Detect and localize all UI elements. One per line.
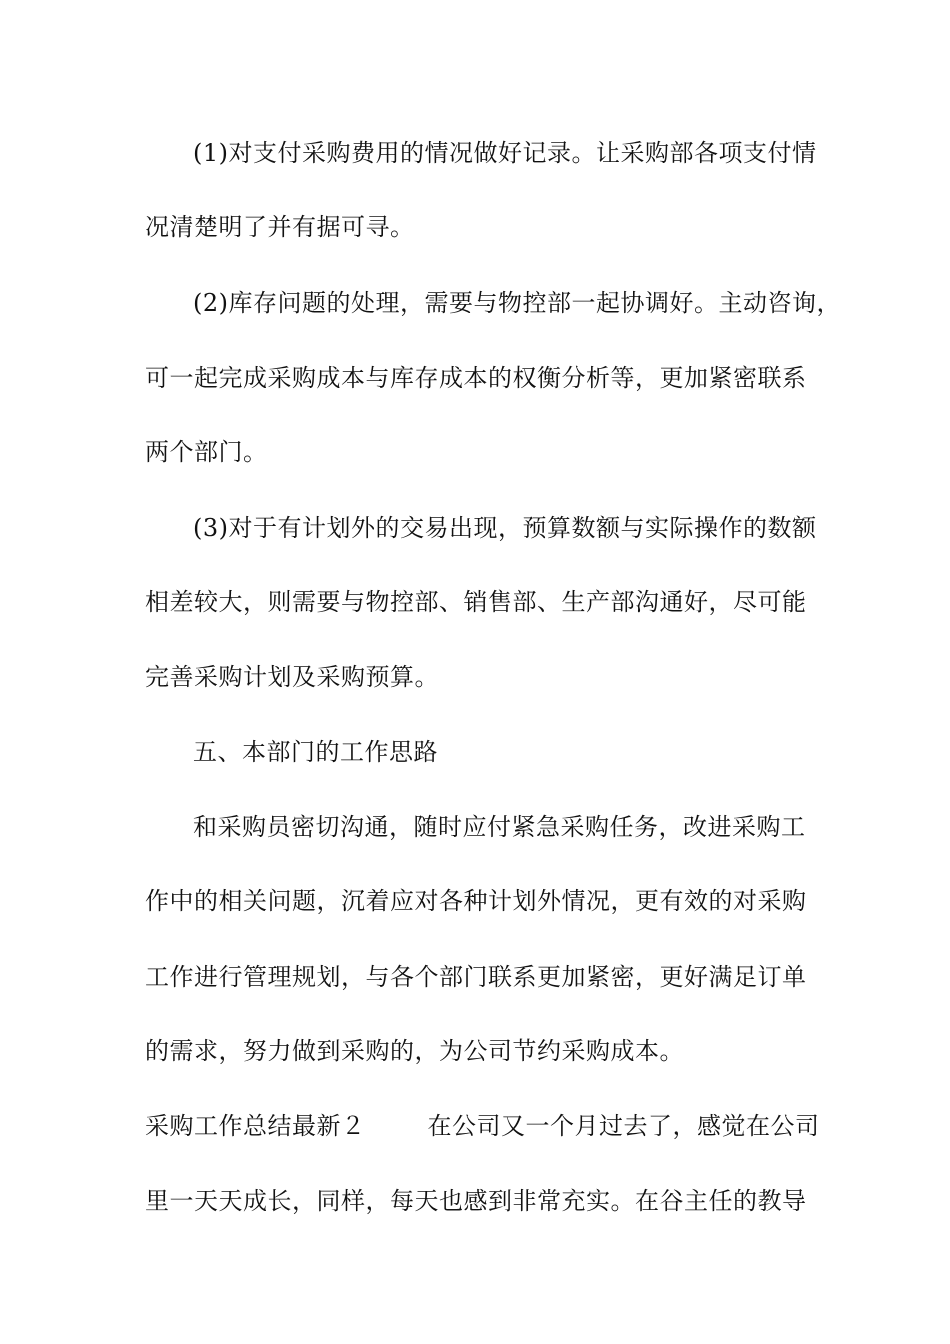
section-heading: 五、本部门的工作思路 <box>193 738 438 766</box>
paragraph-3-line-1: (3)对于有计划外的交易出现，预算数额与实际操作的数额 <box>193 514 817 542</box>
summary-first-line: 在公司又一个月过去了，感觉在公司 <box>427 1112 820 1140</box>
paragraph-3-line-3: 完善采购计划及采购预算。 <box>145 663 439 691</box>
paragraph-2-line-3: 两个部门。 <box>145 438 268 466</box>
paragraph-4-line-4: 的需求，努力做到采购的，为公司节约采购成本。 <box>145 1037 684 1065</box>
paragraph-4-line-2: 作中的相关问题，沉着应对各种计划外情况，更有效的对采购 <box>145 887 807 915</box>
paragraph-1-line-2: 况清楚明了并有据可寻。 <box>145 213 415 241</box>
summary-line-2: 里一天天成长，同样，每天也感到非常充实。在谷主任的教导 <box>145 1187 807 1215</box>
summary-title-line <box>145 1110 820 1142</box>
paragraph-2-line-1: (2)库存问题的处理，需要与物控部一起协调好。主动咨询， <box>193 289 841 317</box>
summary-title: 采购工作总结最新２ <box>145 1112 366 1140</box>
paragraph-1-line-1: (1)对支付采购费用的情况做好记录。让采购部各项支付情 <box>193 139 817 167</box>
paragraph-3-line-2: 相差较大，则需要与物控部、销售部、生产部沟通好，尽可能 <box>145 588 807 616</box>
paragraph-4-line-1: 和采购员密切沟通，随时应付紧急采购任务，改进采购工 <box>193 813 806 841</box>
paragraph-4-line-3: 工作进行管理规划，与各个部门联系更加紧密，更好满足订单 <box>145 963 807 991</box>
paragraph-2-line-2: 可一起完成采购成本与库存成本的权衡分析等，更加紧密联系 <box>145 364 807 392</box>
